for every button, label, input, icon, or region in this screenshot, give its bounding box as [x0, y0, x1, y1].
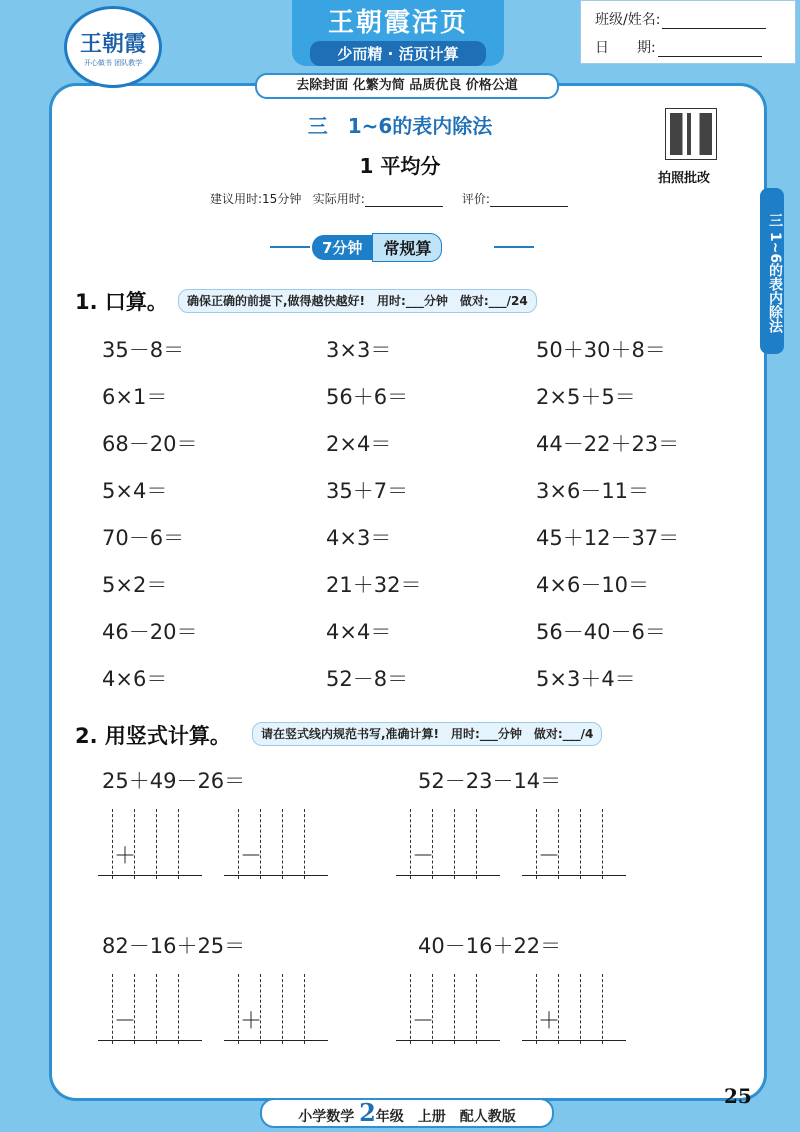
vertical-writing-grid[interactable]	[400, 809, 500, 879]
badge-line-right	[494, 246, 534, 248]
vertical-problem-expression: 82－16＋25＝	[102, 934, 246, 958]
grid-sum-line	[224, 1040, 328, 1041]
vertical-problem-expression: 25＋49－26＝	[102, 769, 246, 793]
slogan-banner: 去除封面 化繁为简 品质优良 价格公道	[255, 73, 559, 99]
lesson-title: 1 平均分	[359, 154, 441, 178]
grid-sum-line	[396, 1040, 500, 1041]
oral-problem[interactable]: 4×6－10＝	[536, 573, 650, 597]
qr-code-icon[interactable]	[665, 108, 717, 160]
section2-title: 2. 用竖式计算。	[75, 724, 231, 748]
grid-column-line	[580, 974, 581, 1044]
oral-problem[interactable]: 46－20＝	[102, 620, 198, 644]
grid-sum-line	[522, 1040, 626, 1041]
oral-problem[interactable]: 56＋6＝	[326, 385, 409, 409]
brand-title: 王朝霞活页	[327, 8, 468, 38]
grid-column-line	[536, 974, 537, 1044]
operator-sign: －	[412, 844, 435, 869]
student-info-box	[580, 0, 796, 64]
vertical-writing-grid[interactable]	[526, 974, 626, 1044]
vertical-writing-grid[interactable]	[526, 809, 626, 879]
brand-banner	[292, 0, 504, 66]
oral-problem[interactable]: 68－20＝	[102, 432, 198, 456]
vertical-writing-grid[interactable]	[228, 974, 328, 1044]
badge-line-left	[270, 246, 310, 248]
operator-sign: ＋	[538, 1009, 561, 1034]
grid-column-line	[410, 974, 411, 1044]
class-name-row	[595, 9, 766, 29]
oral-problem[interactable]: 5×3＋4＝	[536, 667, 636, 691]
oral-problem[interactable]: 5×4＝	[102, 479, 168, 503]
oral-problem[interactable]: 35＋7＝	[326, 479, 409, 503]
brand-subtitle: 少而精 · 活页计算	[310, 41, 486, 66]
grid-sum-line	[522, 875, 626, 876]
grid-column-line	[602, 974, 603, 1044]
side-tab: 三 1~6的表内除法	[760, 188, 784, 354]
section1-tip: 确保正确的前提下,做得越快越好! 用时:___分钟 做对:___/24	[178, 289, 537, 313]
oral-problem[interactable]: 50＋30＋8＝	[536, 338, 666, 362]
vertical-writing-grid[interactable]	[102, 809, 202, 879]
oral-problem[interactable]: 4×4＝	[326, 620, 392, 644]
grid-column-line	[580, 809, 581, 879]
grid-column-line	[454, 974, 455, 1044]
publisher-logo	[64, 6, 162, 88]
rating-blank[interactable]	[490, 194, 568, 207]
grid-column-line	[476, 974, 477, 1044]
grid-column-line	[156, 809, 157, 879]
oral-problem[interactable]: 70－6＝	[102, 526, 185, 550]
badge-text: 常规算	[372, 233, 442, 262]
page-number: 25	[724, 1084, 752, 1108]
oral-problem[interactable]: 3×6－11＝	[536, 479, 650, 503]
logo-text: 王朝霞	[79, 30, 146, 57]
operator-sign: ＋	[240, 1009, 263, 1034]
oral-problem[interactable]: 5×2＝	[102, 573, 168, 597]
operator-sign: ＋	[114, 844, 137, 869]
oral-problem[interactable]: 44－22＋23＝	[536, 432, 680, 456]
oral-problem[interactable]: 4×3＝	[326, 526, 392, 550]
grid-sum-line	[224, 875, 328, 876]
section2-tip: 请在竖式线内规范书写,准确计算! 用时:___分钟 做对:___/4	[252, 722, 602, 746]
grid-column-line	[410, 809, 411, 879]
qr-pattern	[670, 113, 712, 155]
oral-problem[interactable]: 3×3＝	[326, 338, 392, 362]
oral-problem[interactable]: 35－8＝	[102, 338, 185, 362]
grid-column-line	[536, 809, 537, 879]
footer-subject: 小学数学	[298, 1109, 355, 1125]
class-name-blank[interactable]	[662, 14, 766, 29]
oral-problem[interactable]: 56－40－6＝	[536, 620, 666, 644]
grid-sum-line	[98, 1040, 202, 1041]
grid-column-line	[238, 974, 239, 1044]
footer-grade-text: 年级 上册 配人教版	[375, 1109, 516, 1125]
actual-time-label: 实际用时:	[312, 192, 365, 206]
grid-column-line	[602, 809, 603, 879]
grid-column-line	[112, 809, 113, 879]
oral-problem[interactable]: 52－8＝	[326, 667, 409, 691]
grid-column-line	[454, 809, 455, 879]
vertical-problem-expression: 52－23－14＝	[418, 769, 562, 793]
operator-sign: －	[538, 844, 561, 869]
time-row	[210, 190, 568, 207]
grid-column-line	[112, 974, 113, 1044]
time-badge	[312, 234, 442, 260]
grid-column-line	[178, 974, 179, 1044]
class-name-label: 班级/姓名:	[595, 12, 661, 28]
grid-sum-line	[396, 875, 500, 876]
grid-column-line	[156, 974, 157, 1044]
footer-banner	[260, 1098, 554, 1128]
vertical-problem-expression: 40－16＋22＝	[418, 934, 562, 958]
operator-sign: －	[240, 844, 263, 869]
qr-label: 拍照批改	[658, 171, 711, 186]
section1-title: 1. 口算。	[75, 290, 168, 314]
oral-problem[interactable]: 2×4＝	[326, 432, 392, 456]
suggested-time: 建议用时:15分钟	[210, 192, 302, 206]
unit-title: 三 1~6的表内除法	[307, 114, 493, 138]
grid-column-line	[476, 809, 477, 879]
grid-column-line	[238, 809, 239, 879]
grid-sum-line	[98, 875, 202, 876]
grid-column-line	[282, 809, 283, 879]
operator-sign: －	[114, 1009, 137, 1034]
logo-subtext: 开心做书 团队教学	[83, 58, 143, 67]
oral-problem[interactable]: 21＋32＝	[326, 573, 422, 597]
grid-column-line	[304, 974, 305, 1044]
oral-problem[interactable]: 4×6＝	[102, 667, 168, 691]
grid-column-line	[304, 809, 305, 879]
date-label: 日 期:	[595, 40, 656, 56]
operator-sign: －	[412, 1009, 435, 1034]
badge-minutes: 7分钟	[312, 235, 372, 260]
rating-label: 评价:	[461, 192, 490, 206]
grid-column-line	[178, 809, 179, 879]
date-blank[interactable]	[658, 42, 762, 57]
oral-problem[interactable]: 45＋12－37＝	[536, 526, 680, 550]
vertical-writing-grid[interactable]	[228, 809, 328, 879]
vertical-writing-grid[interactable]	[102, 974, 202, 1044]
oral-problem[interactable]: 2×5＋5＝	[536, 385, 636, 409]
grid-column-line	[282, 974, 283, 1044]
date-row	[595, 37, 762, 57]
oral-problem[interactable]: 6×1＝	[102, 385, 168, 409]
footer-grade-number: 2	[359, 1098, 376, 1127]
actual-time-blank[interactable]	[365, 194, 443, 207]
vertical-writing-grid[interactable]	[400, 974, 500, 1044]
